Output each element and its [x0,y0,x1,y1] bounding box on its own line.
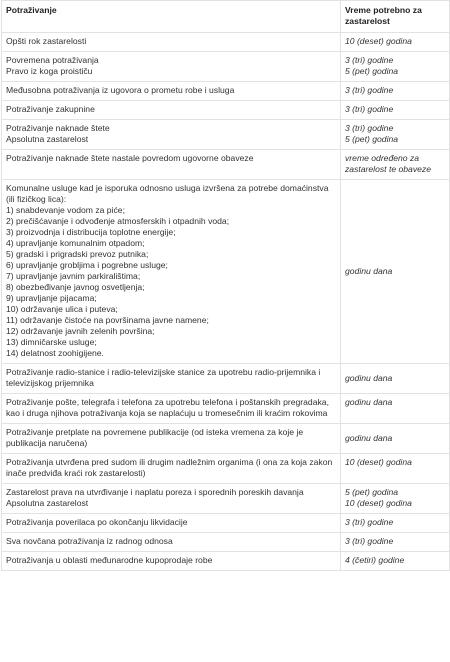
claim-text: Povremena potraživanja [6,55,99,65]
table-row [2,364,450,394]
period-cell [341,552,450,571]
period-text: godinu dana [345,432,393,443]
period-text: godinu dana [345,265,393,276]
period-cell [341,52,450,82]
claim-text: Pravo iz koga proističu [6,66,93,76]
period-cell [341,180,450,364]
claim-text: 12) održavanje javnih zelenih površina; [6,326,155,336]
claim-cell [2,33,341,52]
period-text: 3 (tri) godine [345,104,394,114]
period-text: 3 (tri) godine [345,85,394,95]
period-cell [341,424,450,454]
period-text: godinu dana [345,372,393,383]
period-cell [341,120,450,150]
period-cell [341,533,450,552]
period-cell [341,364,450,394]
period-cell [341,82,450,101]
period-text: 4 (četiri) godine [345,555,405,565]
claim-cell [2,533,341,552]
table-row [2,150,450,180]
claim-text: Potraživanje naknade štete nastale povredom ugovorne obaveze [6,153,254,163]
header-period: Vreme potrebno za zastarelost [341,1,450,33]
claim-cell [2,82,341,101]
table-row [2,484,450,514]
statute-of-limitations-table [1,0,450,571]
table-header-row [2,1,450,33]
claim-text: Komunalne usluge kad je isporuka odnosno usluga izvršena za potrebe domaćinstva (ili fizičkog lica): [6,183,329,204]
claim-text: Zastarelost prava na utvrđivanje i naplatu poreza i sporednih poreskih davanja [6,487,304,497]
table-row [2,552,450,571]
period-text: 10 (deset) godina [345,36,412,46]
table-row [2,180,450,364]
period-text: 5 (pet) godina [345,66,399,76]
claim-text: Potraživanje zakupnine [6,104,95,114]
period-cell [341,150,450,180]
claim-text: 14) delatnost zoohigijene. [6,348,104,358]
claim-text: 7) upravljanje javnim parkiralištima; [6,271,141,281]
claim-text: 9) upravljanje pijacama; [6,293,97,303]
claim-cell [2,364,341,394]
period-cell [341,33,450,52]
period-cell [341,484,450,514]
claim-text: 6) upravljanje grobljima i pogrebne usluge; [6,260,168,270]
table-row [2,52,450,82]
table-body [2,33,450,571]
period-text: godinu dana [345,397,393,407]
claim-text: Potraživanje radio-stanice i radio-televizijske stanice za upotrebu radio-prijemnika i televizijskog prijemnika [6,367,321,388]
period-text: 5 (pet) godina [345,487,399,497]
claim-text: 8) obezbeđivanje javnog osvetljenja; [6,282,145,292]
period-text: 3 (tri) godine [345,536,394,546]
claim-text: Apsolutna zastarelost [6,134,89,144]
table-row [2,533,450,552]
claim-cell [2,514,341,533]
header-claim: Potraživanje [2,1,341,33]
claim-text: 4) upravljanje komunalnim otpadom; [6,238,145,248]
period-text: 3 (tri) godine [345,123,394,133]
claim-cell [2,484,341,514]
period-cell [341,454,450,484]
claim-text: Opšti rok zastarelosti [6,36,87,46]
claim-cell [2,424,341,454]
claim-text: Potraživanje naknade štete [6,123,110,133]
claim-text: Potraživanje pošte, telegrafa i telefona za upotrebu telefona i poštanskih pregradaka, kao i druga njihova potraživanja koja se naplaćuju u tromesečnim ili kraćim rokovima [6,397,329,418]
claim-cell [2,454,341,484]
claim-text: Potraživanja u oblasti međunarodne kupoprodaje robe [6,555,213,565]
period-text: 3 (tri) godine [345,55,394,65]
period-text: 10 (deset) godina [345,457,412,467]
table-row [2,82,450,101]
period-cell [341,514,450,533]
claim-text: 5) gradski i prigradski prevoz putnika; [6,249,149,259]
claim-text: Potraživanja poverilaca po okončanju likvidacije [6,517,188,527]
claim-cell [2,180,341,364]
claim-cell [2,101,341,120]
period-text: 5 (pet) godina [345,134,399,144]
period-text: 10 (deset) godina [345,498,412,508]
claim-text: Apsolutna zastarelost [6,498,89,508]
period-text: vreme određeno za zastarelost te obaveze [345,153,431,174]
table-row [2,394,450,424]
claim-text: 2) prečišćavanje i odvođenje atmosferskih i otpadnih voda; [6,216,230,226]
claim-cell [2,150,341,180]
claim-cell [2,394,341,424]
claim-text: Potraživanja utvrđena pred sudom ili drugim nadležnim organima (i ona za koja zakon inače predviđa kraći rok zastarelosti) [6,457,333,478]
claim-cell [2,52,341,82]
table-row [2,101,450,120]
claim-text: Međusobna potraživanja iz ugovora o prometu robe i usluga [6,85,235,95]
claim-text: Potraživanje pretplate na povremene publikacije (od isteka vremena za koje je publikacija naručena) [6,427,304,448]
table-row [2,120,450,150]
claim-cell [2,120,341,150]
period-cell [341,394,450,424]
period-cell [341,101,450,120]
table-row [2,514,450,533]
table-row [2,454,450,484]
period-text: 3 (tri) godine [345,517,394,527]
claim-text: Sva novčana potraživanja iz radnog odnosa [6,536,173,546]
claim-cell [2,552,341,571]
table-row [2,33,450,52]
table-row [2,424,450,454]
claim-text: 13) dimničarske usluge; [6,337,97,347]
claim-text: 1) snabdevanje vodom za piće; [6,205,125,215]
claim-text: 3) proizvodnja i distribucija toplotne energije; [6,227,176,237]
claim-text: 10) održavanje ulica i puteva; [6,304,118,314]
claim-text: 11) održavanje čistoće na površinama javne namene; [6,315,209,325]
